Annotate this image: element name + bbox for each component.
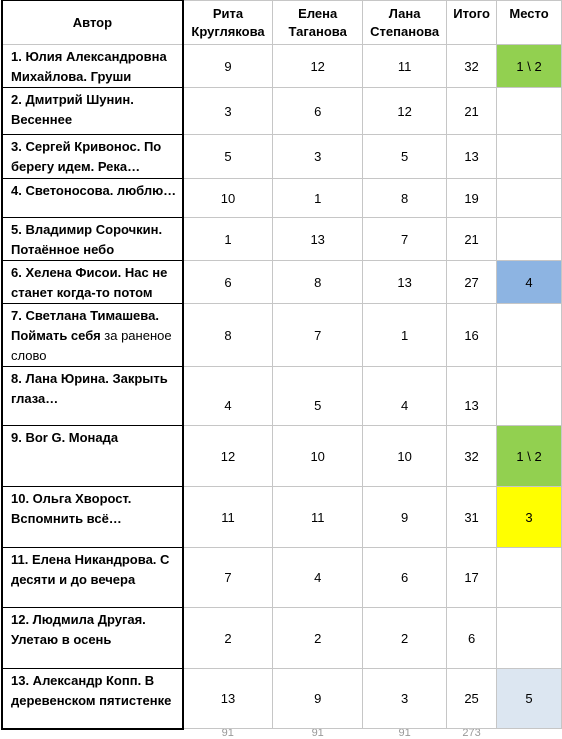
author-cell: 2. Дмитрий Шунин. Весеннее [2,88,183,135]
score-cell: 5 [183,135,273,179]
place-cell [497,304,562,367]
score-cell: 3 [273,135,363,179]
total-cell: 13 [447,367,497,426]
score-cell: 7 [363,218,447,261]
author-cell: 1. Юлия Александровна Михайлова. Груши [2,45,183,88]
totals-row [2,729,562,739]
table-row [2,45,562,88]
column-total-overall: 273 [462,728,481,739]
table-row [2,669,562,729]
author-cell: 10. Ольга Хворост. Вспомнить всё… [2,487,183,548]
table-row [2,548,562,608]
header-row [2,1,562,45]
score-cell: 12 [183,426,273,487]
score-cell: 6 [273,88,363,135]
score-cell: 7 [183,548,273,608]
score-cell: 12 [273,45,363,88]
score-cell: 8 [363,179,447,218]
score-cell: 10 [183,179,273,218]
table-row [2,426,562,487]
author-cell: 12. Людмила Другая. Улетаю в осень [2,608,183,669]
author-cell: 4. Светоносова. люблю… [2,179,183,218]
score-cell: 8 [183,304,273,367]
column-total-judge-3: 91 [398,728,411,739]
place-cell: 5 [497,669,562,729]
score-cell: 2 [183,608,273,669]
table-row [2,179,562,218]
author-cell: 3. Сергей Кривонос. По берегу идем. Река… [2,135,183,179]
score-cell: 9 [183,45,273,88]
place-cell: 1 \ 2 [497,426,562,487]
author-name-tail: за раненое слово [11,328,172,363]
score-cell: 6 [363,548,447,608]
score-cell: 11 [183,487,273,548]
totals-place-cell [497,729,562,739]
score-cell: 1 [183,218,273,261]
score-cell: 7 [273,304,363,367]
place-cell [497,135,562,179]
author-cell: 13. Александр Копп. В деревенском пятистенке [2,669,183,729]
score-cell: 3 [183,88,273,135]
table-row [2,88,562,135]
score-cell: 8 [273,261,363,304]
header-author: Автор [2,1,183,45]
score-cell: 9 [363,487,447,548]
table-row [2,218,562,261]
header-judge-3: Лана Степанова [363,1,447,45]
score-cell: 12 [363,88,447,135]
total-cell: 19 [447,179,497,218]
table-row [2,487,562,548]
score-cell: 13 [363,261,447,304]
author-cell: 9. Bor G. Монада [2,426,183,487]
score-cell: 4 [273,548,363,608]
place-cell: 3 [497,487,562,548]
place-cell: 4 [497,261,562,304]
score-cell: 9 [273,669,363,729]
header-judge-1: Рита Круглякова [183,1,273,45]
total-cell: 21 [447,88,497,135]
total-cell: 13 [447,135,497,179]
author-cell: 8. Лана Юрина. Закрыть глаза… [2,367,183,426]
place-cell [497,218,562,261]
header-place: Место [497,1,562,45]
total-cell: 27 [447,261,497,304]
table-row [2,304,562,367]
column-total-judge-2: 91 [311,728,324,739]
total-cell: 21 [447,218,497,261]
score-cell: 1 [273,179,363,218]
score-cell: 13 [183,669,273,729]
totals-label-cell [2,729,183,739]
total-cell: 31 [447,487,497,548]
author-name: 7. Светлана Тимашева. Поймать себя [11,308,159,343]
score-cell: 5 [363,135,447,179]
place-cell [497,548,562,608]
score-cell: 5 [273,367,363,426]
place-cell [497,88,562,135]
table-row [2,135,562,179]
total-cell: 6 [447,608,497,669]
place-cell [497,367,562,426]
place-cell [497,179,562,218]
total-cell: 16 [447,304,497,367]
total-cell: 32 [447,45,497,88]
score-cell: 2 [273,608,363,669]
total-cell: 17 [447,548,497,608]
score-cell: 10 [273,426,363,487]
score-cell: 2 [363,608,447,669]
total-cell: 32 [447,426,497,487]
author-cell: 5. Владимир Сорочкин. Потаённое небо [2,218,183,261]
place-cell [497,608,562,669]
table-row [2,261,562,304]
score-cell: 13 [273,218,363,261]
table-row [2,608,562,669]
score-cell: 11 [273,487,363,548]
score-cell: 4 [183,367,273,426]
results-table [1,0,562,739]
table-row [2,367,562,426]
score-cell: 6 [183,261,273,304]
place-cell: 1 \ 2 [497,45,562,88]
score-cell: 1 [363,304,447,367]
header-total: Итого [447,1,497,45]
score-cell: 10 [363,426,447,487]
score-cell: 11 [363,45,447,88]
score-cell: 4 [363,367,447,426]
author-cell [2,304,183,367]
score-cell: 3 [363,669,447,729]
author-cell: 11. Елена Никандрова. С десяти и до вечера [2,548,183,608]
column-total-judge-1: 91 [221,728,234,739]
total-cell: 25 [447,669,497,729]
header-judge-2: Елена Таганова [273,1,363,45]
author-cell: 6. Хелена Фисои. Нас не станет когда-то потом [2,261,183,304]
